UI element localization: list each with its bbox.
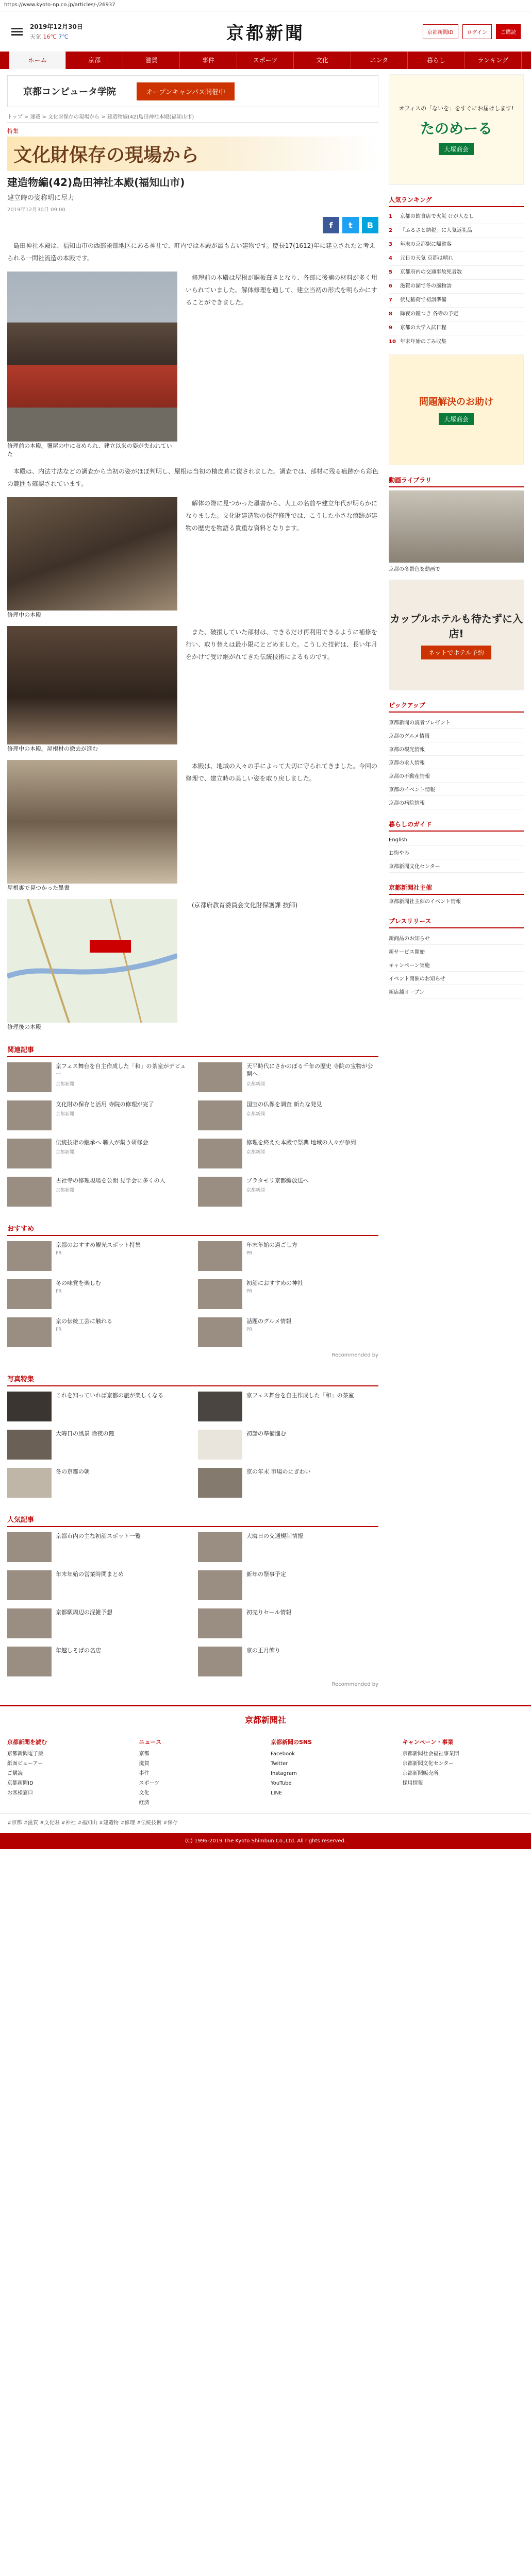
article-paragraph: また、破損していた部材は、できるだけ再利用できるように補修を行い、取り替えは最小限にとどめました。こうした技術は、長い年月をかけて受け継がれてきた伝統技術によるものです。 (186, 629, 378, 660)
life-heading: 暮らしのガイド (389, 818, 524, 832)
article-category[interactable]: 特集 (7, 128, 19, 134)
pickup-list (389, 716, 524, 809)
video-caption: 京都の冬景色を動画で (389, 567, 440, 572)
facebook-share-icon[interactable]: f (323, 217, 339, 233)
press-heading: プレスリリース (389, 914, 524, 928)
recommend-item[interactable]: 京都のおすすめ観光スポット特集 PR (7, 1241, 188, 1274)
popular-item[interactable]: 年末年始の営業時間まとめ (7, 1570, 188, 1603)
footer-link[interactable]: Facebook (271, 1751, 295, 1757)
menu-icon[interactable] (10, 25, 24, 38)
ranking-item[interactable]: 8 除夜の鐘つき 各寺の予定 (389, 308, 524, 321)
ranking-item[interactable]: 3 年末の京都駅に帰省客 (389, 238, 524, 252)
top-ad[interactable] (7, 75, 378, 107)
related-item[interactable]: 修理を終えた本殿で祭典 地域の人々が参列 京都新聞 (198, 1139, 378, 1172)
footer-link[interactable]: 滋賀 (139, 1761, 150, 1767)
photo-item[interactable]: これを知っていれば京都の旅が楽しくなる (7, 1392, 188, 1425)
global-nav (0, 52, 531, 69)
article-paragraph: 修理前の本殿は屋根が銅板葺きとなり、各部に後補の材料が多く用いられていました。解体修理を通して、建立当初の形式を明らかにすることができました。 (186, 274, 378, 306)
footer-col-heading: ニュース (139, 1739, 161, 1745)
event-heading: 京都新聞社主催 (389, 881, 524, 895)
footer-col-heading: キャンペーン・事業 (402, 1739, 454, 1745)
popular-item[interactable]: 大晦日の交通規制情報 (198, 1532, 378, 1565)
id-button[interactable]: 京都新聞ID (423, 24, 458, 39)
event-text[interactable]: 京都新聞社主催のイベント情報 (389, 899, 461, 905)
footer-link[interactable]: お客様窓口 (7, 1790, 33, 1796)
main-column (7, 69, 378, 1689)
popular-credit[interactable]: Recommended by (331, 1682, 378, 1687)
photo-caption: 屋根裏で見つかった墨書 (7, 885, 70, 891)
photo-item[interactable]: 京の年末 市場のにぎわい (198, 1468, 378, 1501)
series-banner: 文化財保存の現場から (7, 137, 378, 171)
article-paragraph: (京都府教育委員会文化財保護課 技師) (192, 902, 298, 909)
twitter-share-icon[interactable]: t (342, 217, 359, 233)
nav-entertainment[interactable]: エンタ (351, 52, 408, 69)
article-paragraph: 島田神社本殿は、福知山市の西部雀部地区にある神社で、町内では本殿が最も古い建物です。慶長17(1612)年に建立されたと考えられる一間社流造の本殿です。 (7, 242, 375, 262)
photo-caption: 修理中の本殿 (7, 612, 41, 618)
footer-tags[interactable]: #京都 #滋賀 #文化財 #神社 #福知山 #建造物 #修理 #伝統技術 #保存 (0, 1813, 531, 1833)
related-item[interactable]: 古社寺の修理現場を公開 見学会に多くの人 京都新聞 (7, 1177, 188, 1210)
popular-item[interactable]: 初売りセール情報 (198, 1608, 378, 1641)
recommend-list (7, 1241, 378, 1350)
related-item[interactable]: ブラタモリ京都編放送へ 京都新聞 (198, 1177, 378, 1210)
photo-item[interactable]: 京フェス舞台を自主作成した「和」の茶室 (198, 1392, 378, 1425)
popular-item[interactable]: 年越しそばの名店 (7, 1647, 188, 1680)
sidebar (389, 69, 524, 1689)
popular-heading: 人気記事 (7, 1512, 378, 1527)
recommend-heading: おすすめ (7, 1221, 378, 1236)
recommend-item[interactable]: 年末年始の過ごし方 PR (198, 1241, 378, 1274)
weather-label: 天気 (30, 33, 41, 40)
footer-link[interactable]: 紙面ビューアー (7, 1761, 43, 1767)
related-item[interactable]: 文化財の保存と活用 寺院の修理が完了 京都新聞 (7, 1100, 188, 1133)
popular-item[interactable]: 京の正月飾り (198, 1647, 378, 1680)
subscribe-button[interactable]: ご購読 (496, 24, 521, 39)
sidebar-ad-otasuke[interactable]: 問題解決のお助け 大塚商会 (389, 354, 524, 465)
footer-link[interactable]: スポーツ (139, 1781, 160, 1786)
pickup-item[interactable]: 京都の観光情報 (389, 742, 524, 756)
life-list (389, 835, 524, 873)
popular-list (7, 1532, 378, 1680)
related-item[interactable]: 天平時代にさかのぼる千年の歴史 寺院の宝物が公開へ 京都新聞 (198, 1062, 378, 1095)
footer-link[interactable]: 京都新聞販売所 (402, 1771, 439, 1776)
press-item[interactable]: 新商品のお知らせ (389, 931, 524, 945)
footer-link[interactable]: 採用情報 (402, 1781, 423, 1786)
ad-button[interactable]: オープンキャンパス開催中 (137, 82, 235, 100)
article-paragraph: 本殿は、地域の人々の手によって大切に守られてきました。今回の修理で、建立時の美しい姿を取り戻しました。 (186, 762, 378, 782)
recommend-item[interactable]: 冬の味覚を楽しむ PR (7, 1279, 188, 1312)
recommend-item[interactable]: 初詣におすすめの神社 PR (198, 1279, 378, 1312)
sidebar-ad-hotel[interactable]: カップルホテルも待たずに入店! ネットでホテル予約 (389, 580, 524, 690)
footer-link[interactable]: 京都新聞ID (7, 1781, 34, 1786)
ranking-heading: 人気ランキング (389, 193, 524, 207)
article-subtitle: 建立時の姿称明に尽力 (7, 194, 75, 202)
ranking-item[interactable]: 2 「ふるさと納税」に人気返礼品 (389, 224, 524, 238)
ranking-item[interactable]: 4 元日の天気 京都は晴れ (389, 252, 524, 266)
article-paragraph: 解体の際に見つかった墨書から、大工の名前や建立年代が明らかになりました。文化財建造物の保存修理では、こうした小さな痕跡が建物の歴史を物語る貴重な資料となります。 (186, 500, 378, 532)
article-photo (7, 626, 177, 744)
current-date: 2019年12月30日 (30, 23, 83, 30)
nav-home[interactable]: ホーム (9, 52, 66, 69)
ranking-item[interactable]: 6 滋賀の湖で冬の風物詩 (389, 280, 524, 294)
related-item[interactable]: 伝統技術の継承へ 職人が集う研修会 京都新聞 (7, 1139, 188, 1172)
press-item[interactable]: 新店舗オープン (389, 985, 524, 998)
related-heading: 関連記事 (7, 1042, 378, 1057)
footer-link[interactable]: LINE (271, 1790, 283, 1796)
press-item[interactable]: イベント開催のお知らせ (389, 972, 524, 985)
nav-incident[interactable]: 事件 (180, 52, 237, 69)
related-item[interactable]: 国宝の仏像を調査 新たな発見 京都新聞 (198, 1100, 378, 1133)
photo-item[interactable]: 冬の京都の朝 (7, 1468, 188, 1501)
nav-ranking[interactable]: ランキング (465, 52, 522, 69)
share-buttons (7, 217, 378, 233)
video-thumb[interactable] (389, 490, 524, 563)
footer-link[interactable]: Instagram (271, 1771, 297, 1776)
footer-link[interactable]: 事件 (139, 1771, 150, 1776)
press-item[interactable]: キャンペーン実施 (389, 958, 524, 972)
login-button[interactable]: ログイン (462, 24, 492, 39)
pickup-item[interactable]: 京都新聞の読者プレゼント (389, 716, 524, 729)
footer-link[interactable]: YouTube (271, 1781, 292, 1786)
photo-list (7, 1392, 378, 1501)
pickup-item[interactable]: 京都のグルメ情報 (389, 729, 524, 742)
pickup-item[interactable]: 京都の不動産情報 (389, 769, 524, 783)
nav-kyoto[interactable]: 京都 (66, 52, 123, 69)
footer-col-heading: 京都新聞を読む (7, 1739, 47, 1745)
press-item[interactable]: 新サービス開始 (389, 945, 524, 958)
pickup-item[interactable]: 京都の求人情報 (389, 756, 524, 769)
ad-title: 京都コンピュータ学院 (23, 87, 116, 97)
pickup-item[interactable]: 京都のイベント情報 (389, 783, 524, 796)
map-figure (7, 899, 177, 1023)
sidebar-ad-tanomail[interactable]: オフィスの「ないを」をすぐにお届けします! たのめーる 大塚商会 (389, 74, 524, 185)
photo-caption: 修理前の本殿。覆屋の中に収められ、建立以来の姿が失われていた (7, 443, 172, 457)
article-date: 2019年12月30日 09:00 (7, 207, 65, 213)
breadcrumb[interactable]: トップ > 連載 > 文化財保存の現場から > 建造物編(42)島田神社本殿(福知山市) (7, 110, 378, 123)
ranking-item[interactable]: 9 京都の大学入試日程 (389, 321, 524, 335)
footer-link[interactable]: 京都新聞社会福祉事業団 (402, 1751, 459, 1757)
recommend-credit[interactable]: Recommended by (331, 1352, 378, 1358)
popular-item[interactable]: 京都市内の主な初詣スポット一覧 (7, 1532, 188, 1565)
site-footer (0, 1705, 531, 1849)
nav-sports[interactable]: スポーツ (237, 52, 294, 69)
press-list (389, 931, 524, 998)
photo-item[interactable]: 大晦日の風景 除夜の鐘 (7, 1430, 188, 1463)
related-item[interactable]: 京フェス舞台を自主作成した「和」の茶室がデビュー 京都新聞 (7, 1062, 188, 1095)
footer-col-heading: 京都新聞のSNS (271, 1739, 312, 1745)
footer-link[interactable]: ご購読 (7, 1771, 23, 1776)
ranking-item[interactable]: 10 年末年始のごみ収集 (389, 335, 524, 349)
ranking-list (389, 210, 524, 349)
pickup-heading: ピックアップ (389, 699, 524, 713)
related-list (7, 1062, 378, 1210)
date-weather (30, 22, 83, 41)
footer-link[interactable]: 文化 (139, 1790, 150, 1796)
photo-heading: 写真特集 (7, 1371, 378, 1386)
nav-culture[interactable]: 文化 (294, 52, 351, 69)
pickup-item[interactable]: 京都の病院情報 (389, 796, 524, 809)
nav-life[interactable]: 暮らし (408, 52, 464, 69)
popular-item[interactable]: 京都駅周辺の混雑予想 (7, 1608, 188, 1641)
nav-shiga[interactable]: 滋賀 (123, 52, 180, 69)
footer-link[interactable]: 京都新聞文化センター (402, 1761, 454, 1767)
photo-item[interactable]: 初詣の準備進む (198, 1430, 378, 1463)
article-paragraph: 本殿は、内法寸法などの調査から当初の姿がほぼ判明し、屋根は当初の檜皮葺に復されました。調査では、部材に残る痕跡から彩色の範囲も確認されています。 (7, 468, 379, 487)
popular-item[interactable]: 新年の祭事予定 (198, 1570, 378, 1603)
url-bar[interactable]: https://www.kyoto-np.co.jp/articles/-/26937 (0, 0, 531, 11)
footer-link[interactable]: 経済 (139, 1800, 150, 1806)
photo-caption: 修理後の本殿 (7, 1024, 41, 1030)
footer-link[interactable]: 京都新聞電子版 (7, 1751, 43, 1757)
site-header (0, 11, 531, 52)
bookmark-share-icon[interactable]: B (362, 217, 378, 233)
temp-high: 16℃ (43, 33, 57, 40)
recommend-item[interactable]: 話題のグルメ情報 PR (198, 1317, 378, 1350)
article-title: 建造物編(42)島田神社本殿(福知山市) (7, 176, 185, 189)
photo-caption: 修理中の本殿。屋根材の撤去が進む (7, 745, 98, 752)
article-photo (7, 272, 177, 442)
article-photo (7, 760, 177, 884)
recommend-item[interactable]: 京の伝統工芸に触れる PR (7, 1317, 188, 1350)
life-item[interactable]: お悔やみ (389, 846, 524, 859)
temp-low: 7℃ (58, 33, 69, 40)
copyright: (C) 1996-2019 The Kyoto Shimbun Co.,Ltd. All rights reserved. (0, 1833, 531, 1849)
site-logo[interactable]: 京都新聞 (226, 23, 305, 44)
video-heading: 動画ライブラリ (389, 473, 524, 487)
map-svg (7, 899, 177, 1023)
footer-link[interactable]: Twitter (271, 1761, 288, 1767)
footer-logo[interactable]: 京都新聞社 (244, 1715, 286, 1725)
footer-link[interactable]: 京都 (139, 1751, 150, 1757)
ranking-item[interactable]: 1 京都の飲食店で火災 けが人なし (389, 210, 524, 224)
article-photo (7, 497, 177, 611)
ranking-item[interactable]: 7 伏見稲荷で初詣準備 (389, 294, 524, 308)
life-item[interactable]: English (389, 835, 524, 846)
ranking-item[interactable]: 5 京都府内の交通事故死者数 (389, 266, 524, 280)
life-item[interactable]: 京都新聞文化センター (389, 859, 524, 873)
